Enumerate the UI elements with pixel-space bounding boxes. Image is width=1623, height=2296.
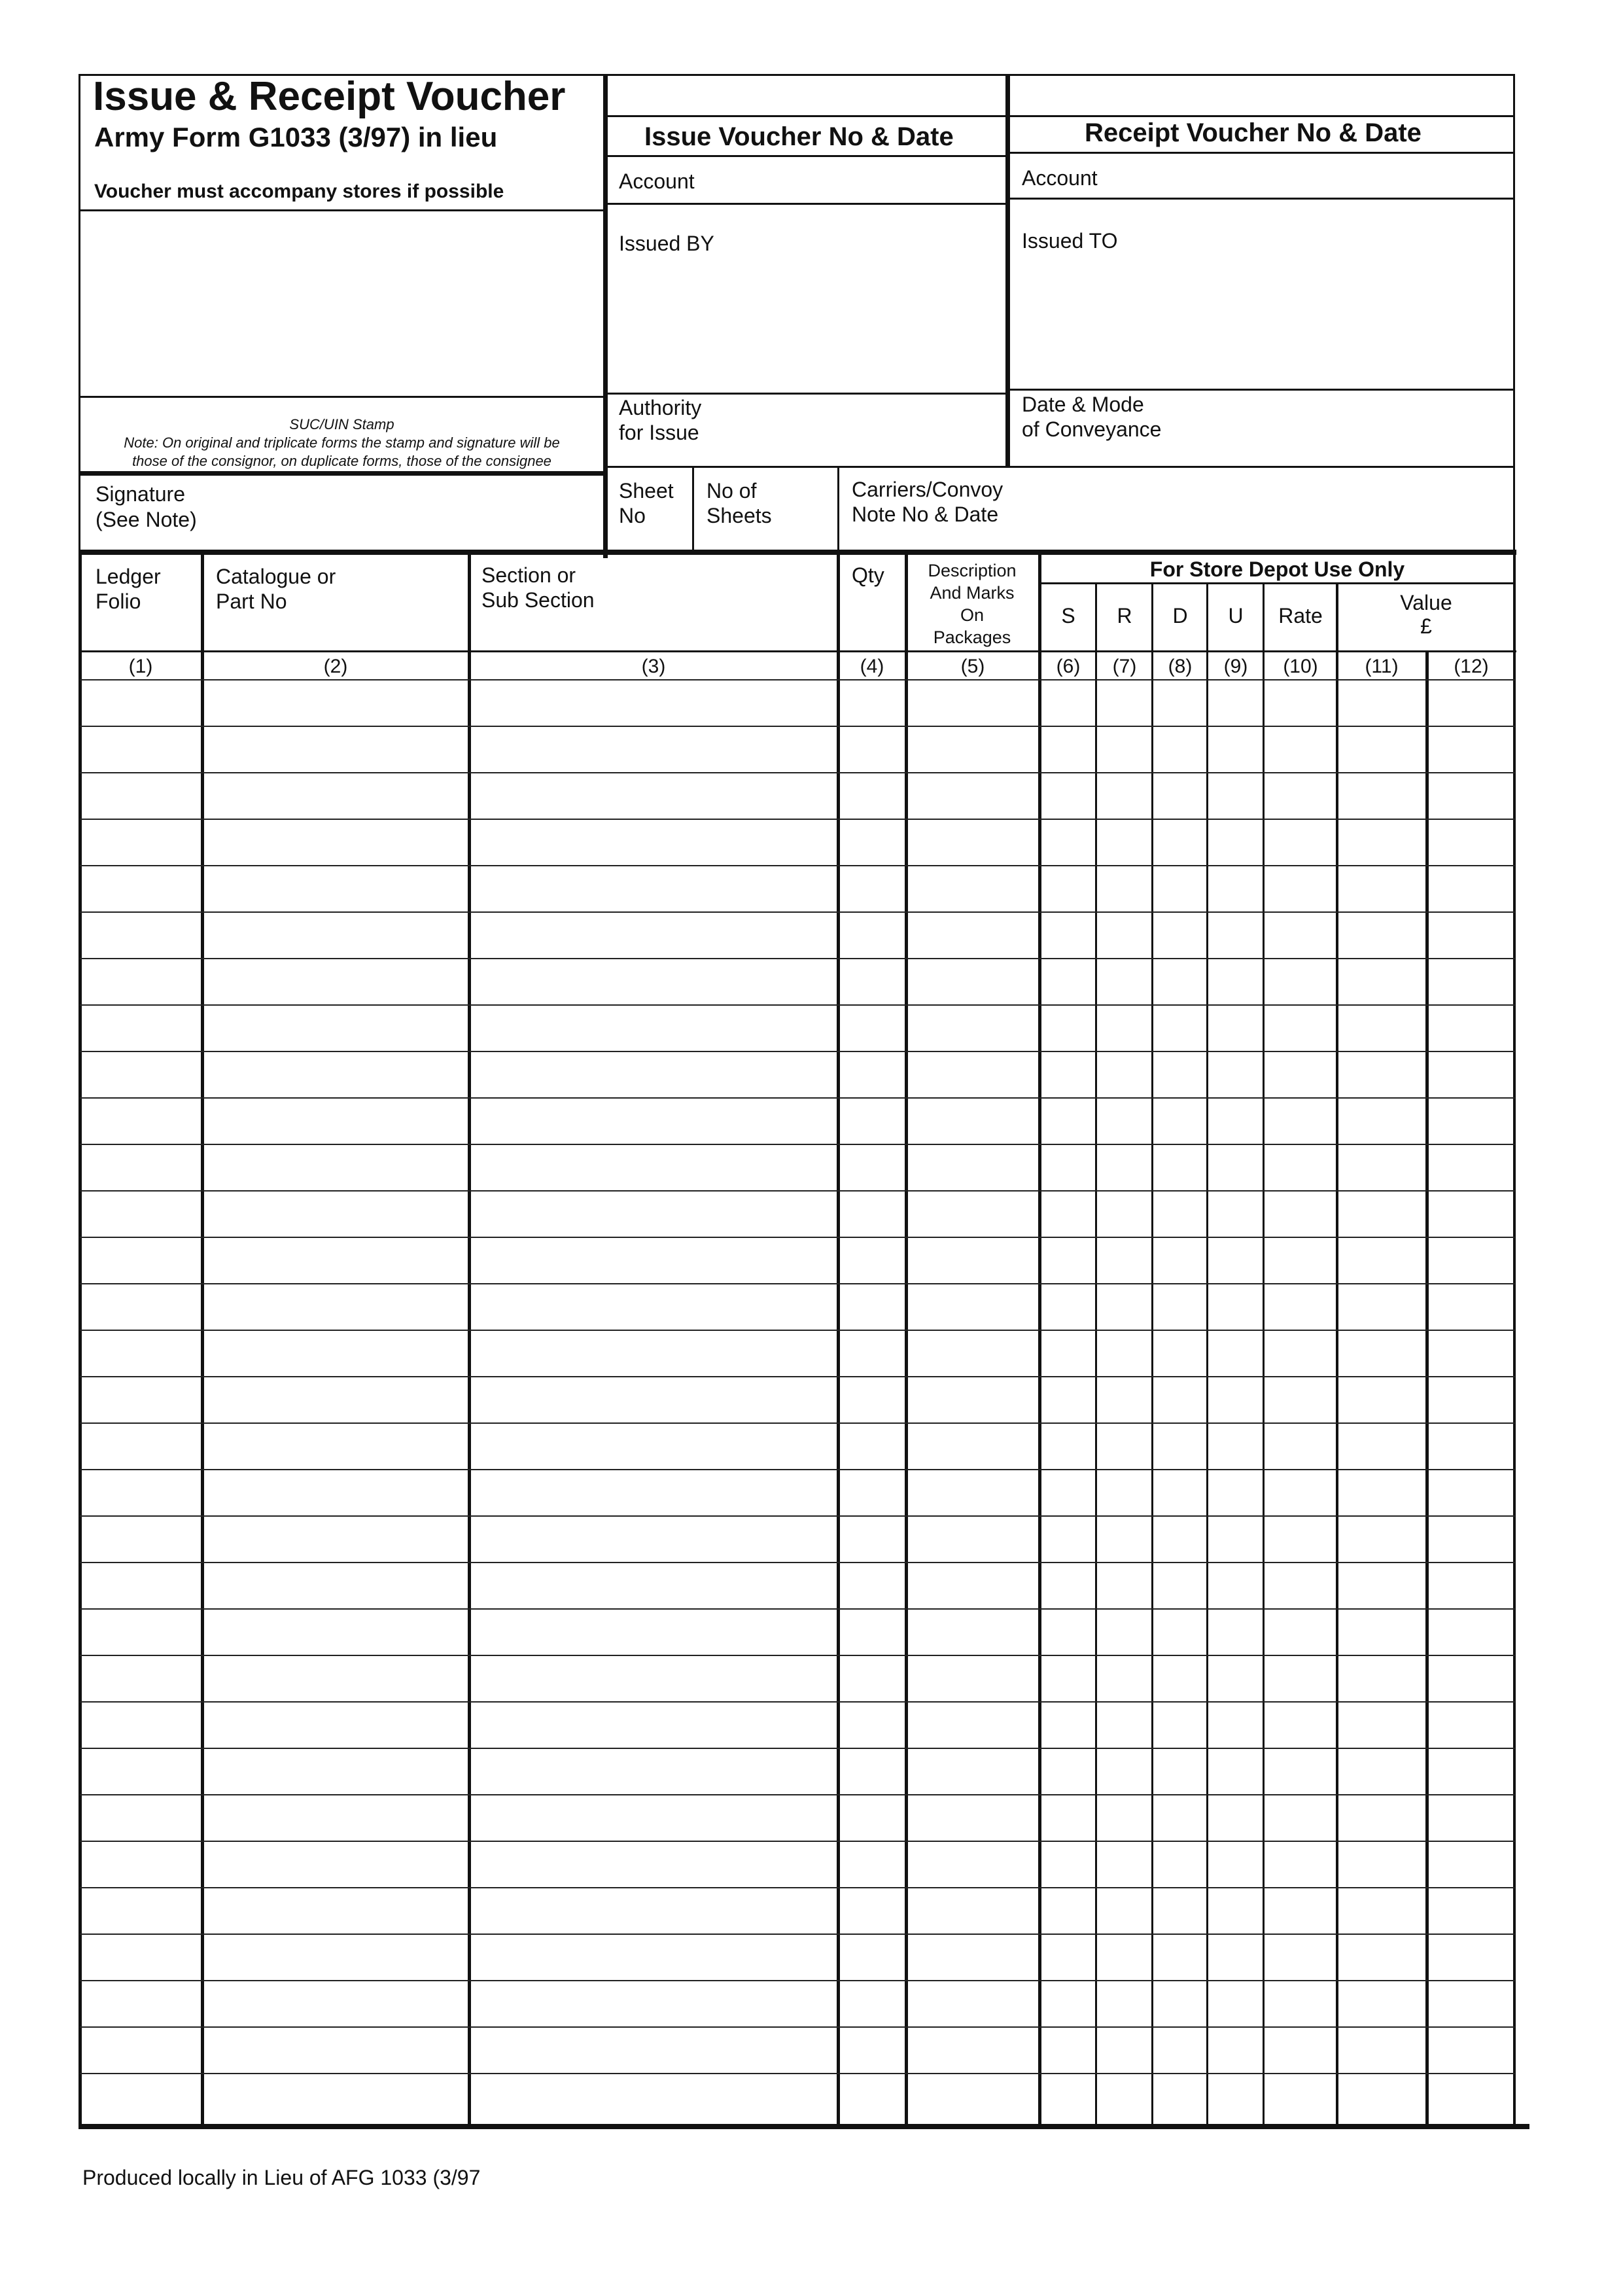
col-section-label-2: Sub Section [481,588,595,612]
divider-title-issue [603,74,608,558]
issue-account-field[interactable] [752,158,1001,202]
table-row[interactable] [82,1284,1513,1330]
stamp-title: SUC/UIN Stamp [289,416,394,433]
authority-label-1: Authority [619,396,702,419]
stamp-note-line-2: those of the consignor, on duplicate forms, those of the consignee [132,453,551,469]
col-num-5: (5) [960,656,985,677]
col-value-label-2: £ [1420,614,1432,638]
issued-to-field[interactable] [1013,258,1510,386]
date-mode-field[interactable] [1191,393,1508,461]
col-num-9: (9) [1223,656,1248,677]
issue-account-label: Account [619,169,695,193]
date-mode-label-2: of Conveyance [1022,417,1162,441]
col-catalogue-label-2: Part No [216,590,287,613]
col-num-3: (3) [641,656,666,677]
table-row[interactable] [82,1703,1513,1748]
issue-voucher-field[interactable] [608,77,1003,114]
issue-by-rule [605,393,1007,395]
col-desc-label-2: And Marks [930,583,1015,603]
issue-account-rule [605,203,1007,205]
col-num-8: (8) [1168,656,1193,677]
table-row[interactable] [82,1424,1513,1469]
col-desc-label-4: Packages [933,627,1011,647]
table-row[interactable] [82,1563,1513,1608]
divider-no-of-sheets [837,467,839,555]
col-num-11: (11) [1365,656,1399,677]
header-bottom-rule [79,650,1516,652]
table-col-line-12 [1513,551,1516,2127]
col-num-7: (7) [1112,656,1137,677]
col-ledger-label-2: Folio [96,590,141,613]
sheet-row-top-rule [605,466,1515,468]
carriers-label-2: Note No & Date [852,503,999,526]
table-row[interactable] [82,1795,1513,1841]
stamp-top-rule [79,396,605,398]
col-num-6: (6) [1056,656,1081,677]
table-row[interactable] [82,680,1513,726]
col-num-12: (12) [1454,656,1489,677]
depot-header-rule [1039,582,1515,584]
table-top-rule [79,550,1516,555]
depot-use-header: For Store Depot Use Only [1149,557,1405,581]
table-row[interactable] [82,1656,1513,1701]
signature-label-2: (See Note) [96,508,197,531]
table-row[interactable] [82,1099,1513,1144]
sheet-no-label-2: No [619,504,646,527]
receipt-account-label: Account [1022,166,1098,190]
table-row[interactable] [82,773,1513,819]
authority-field[interactable] [746,397,1001,462]
table-row[interactable] [82,866,1513,911]
table-row[interactable] [82,1935,1513,1980]
table-row[interactable] [82,2028,1513,2073]
table-row[interactable] [82,959,1513,1004]
col-section-label-1: Section or [481,563,576,587]
receipt-voucher-field[interactable] [1013,77,1510,114]
signature-field[interactable] [85,476,602,552]
issued-by-label: Issued BY [619,232,714,255]
date-mode-label-1: Date & Mode [1022,393,1144,416]
no-of-sheets-label-2: Sheets [707,504,772,527]
col-s-label: S [1061,604,1075,627]
issue-voucher-header: Issue Voucher No & Date [644,122,954,151]
table-row[interactable] [82,1888,1513,1934]
table-row[interactable] [82,727,1513,772]
footer-text: Produced locally in Lieu of AFG 1033 (3/97 [82,2166,481,2189]
table-row[interactable] [82,1981,1513,2026]
table-bottom-rule [79,2124,1529,2129]
col-num-10: (10) [1283,656,1318,677]
divider-sheet-no [692,467,694,555]
col-desc-label-1: Description [928,561,1017,580]
form-title: Issue & Receipt Voucher [93,74,566,119]
table-row[interactable] [82,1331,1513,1376]
table-row[interactable] [82,1749,1513,1794]
stamp-bottom-rule [79,471,607,476]
sheet-no-label-1: Sheet [619,479,674,503]
col-num-4: (4) [860,656,884,677]
col-rate-label: Rate [1278,604,1323,627]
form-subtitle: Army Form G1033 (3/97) in lieu [94,122,498,152]
table-row[interactable] [82,1052,1513,1097]
carriers-field[interactable] [1021,471,1508,550]
table-row[interactable] [82,2074,1513,2119]
signature-label-1: Signature [96,482,185,506]
border-right [1513,74,1515,555]
table-row[interactable] [82,1842,1513,1887]
voucher-top-rule [605,115,1515,117]
table-row[interactable] [82,1517,1513,1562]
issued-to-label: Issued TO [1022,229,1118,253]
issued-by-field[interactable] [608,262,1001,389]
col-num-1: (1) [128,656,153,677]
carriers-label-1: Carriers/Convoy [852,478,1003,501]
table-row[interactable] [82,1238,1513,1283]
col-d-label: D [1172,604,1188,627]
table-row[interactable] [82,1377,1513,1422]
table-row[interactable] [82,1006,1513,1051]
title-bottom-rule [79,209,605,211]
table-row[interactable] [82,820,1513,865]
authority-label-2: for Issue [619,421,699,444]
table-row[interactable] [82,1145,1513,1190]
stamp-note-line-1: Note: On original and triplicate forms the stamp and signature will be [124,434,560,451]
col-catalogue-label-1: Catalogue or [216,565,336,588]
table-row[interactable] [82,913,1513,958]
receipt-voucher-header: Receipt Voucher No & Date [1085,118,1422,147]
divider-issue-receipt [1005,74,1010,467]
table-row[interactable] [82,1192,1513,1237]
col-value-label-1: Value [1400,591,1452,614]
receipt-to-rule [1007,389,1515,391]
col-u-label: U [1228,604,1244,627]
border-left [79,74,80,555]
col-ledger-label-1: Ledger [96,565,161,588]
col-desc-label-3: On [960,605,985,625]
col-num-2: (2) [323,656,348,677]
table-row[interactable] [82,1470,1513,1515]
form-note: Voucher must accompany stores if possible [94,181,504,202]
col-qty-label: Qty [852,563,884,587]
receipt-header-rule [1007,152,1515,154]
receipt-account-rule [1007,198,1515,200]
table-row[interactable] [82,1610,1513,1655]
issue-header-rule [605,155,1007,157]
no-of-sheets-label-1: No of [707,479,757,503]
col-r-label: R [1117,604,1132,627]
receipt-account-field[interactable] [1158,156,1508,196]
